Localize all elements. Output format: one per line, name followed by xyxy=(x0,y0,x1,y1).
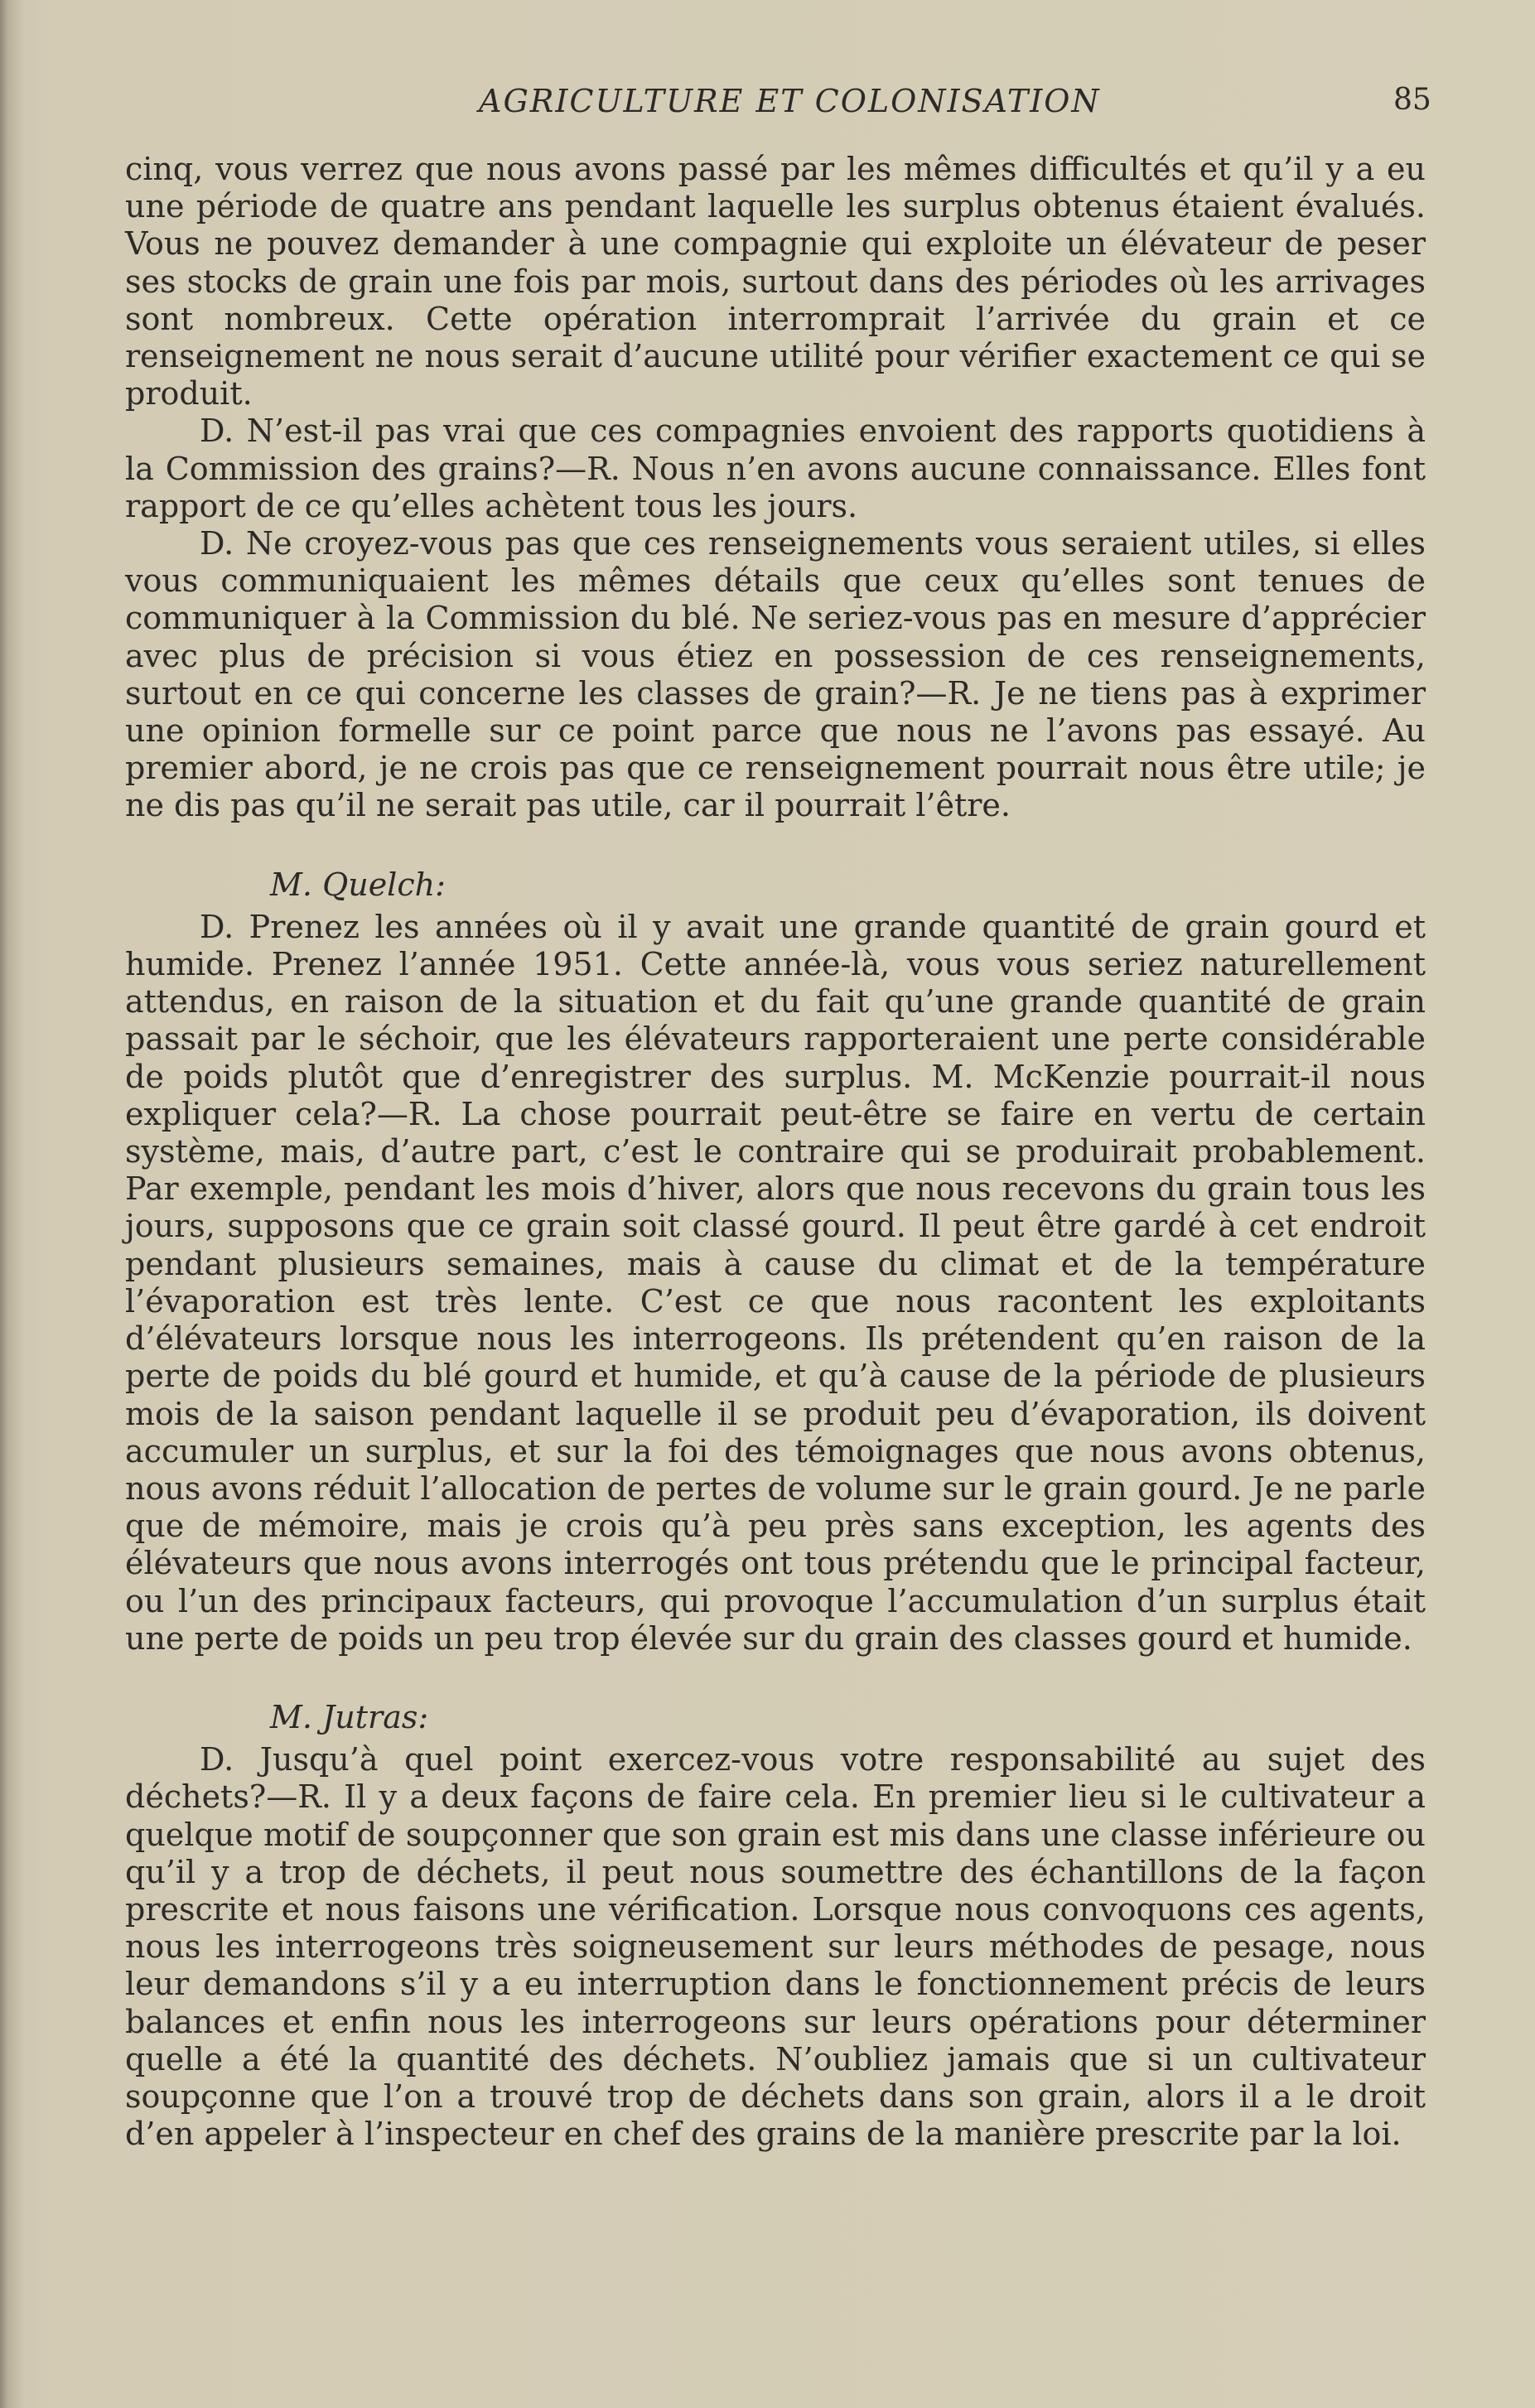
speaker-heading: M. Jutras: xyxy=(270,1698,429,1735)
paragraph: D. Ne croyez-vous pas que ces renseignements vous seraient utiles, si elles vous communiquaient les mêmes détails que ceux qu’elles sont tenues de communiquer à la Commission du blé. Ne seriez-vous pas en mesure d’apprécier avec plus de précision si vous étiez en possession de ces renseignements, surtout en ce qui concerne les classes de grain?—R. Je ne tiens pas à exprimer une opinion formelle sur ce point parce que nous ne l’avons pas essayé. Au premier abord, je ne crois pas que ce renseignement pourrait nous être utile; je ne dis pas qu’il ne serait pas utile, car il pourrait l’être. xyxy=(125,525,1426,824)
body-text xyxy=(125,151,1426,2153)
speaker-heading: M. Quelch: xyxy=(270,866,446,903)
running-title: AGRICULTURE ET COLONISATION xyxy=(479,83,1101,119)
paragraph: cinq, vous verrez que nous avons passé par les mêmes difficultés et qu’il y a eu une période de quatre ans pendant laquelle les surplus obtenus étaient évalués. Vous ne pouvez demander à une compagnie qui exploite un élévateur de peser ses stocks de grain une fois par mois, surtout dans des périodes où les arrivages sont nombreux. Cette opération interromprait l’arrivée du grain et ce renseignement ne nous serait d’aucune utilité pour vérifier exactement ce qui se produit. xyxy=(125,151,1426,413)
page-number: 85 xyxy=(1393,83,1431,117)
paragraph: D. Prenez les années où il y avait une grande quantité de grain gourd et humide. Prenez l’année 1951. Cette année-là, vous vous seriez naturellement attendus, en raison de la situation et du fait qu’une grande quantité de grain passait par le séchoir, que les élévateurs rapporteraient une perte considérable de poids plutôt que d’enregistrer des surplus. M. McKenzie pourrait-il nous expliquer cela?—R. La chose pourrait peut-être se faire en vertu de certain système, mais, d’autre part, c’est le contraire qui se produirait probablement. Par exemple, pendant les mois d’hiver, alors que nous recevons du grain tous les jours, supposons que ce grain soit classé gourd. Il peut être gardé à cet endroit pendant plusieurs semaines, mais à cause du climat et de la température l’évaporation est très lente. C’est ce que nous racontent les exploitants d’élévateurs lorsque nous les interrogeons. Ils prétendent qu’en raison de la perte de poids du blé gourd et humide, et qu’à cause de la période de plusieurs mois de la saison pendant laquelle il se produit peu d’évaporation, ils doivent accumuler un surplus, et sur la foi des témoignages que nous avons obtenus, nous avons réduit l’allocation de pertes de volume sur le grain gourd. Je ne parle que de mémoire, mais je crois qu’à peu près sans exception, les agents des élévateurs que nous avons interrogés ont tous prétendu que le principal facteur, ou l’un des principaux facteurs, qui provoque l’accumulation d’un surplus était une perte de poids un peu trop élevée sur du grain des classes gourd et humide. xyxy=(125,908,1426,1657)
page-header xyxy=(0,76,1535,126)
paragraph: D. Jusqu’à quel point exercez-vous votre responsabilité au sujet des déchets?—R. Il y a deux façons de faire cela. En premier lieu si le cultivateur a quelque motif de soupçonner que son grain est mis dans une classe inférieure ou qu’il y a trop de déchets, il peut nous soumettre des échantillons de la façon prescrite et nous faisons une vérification. Lorsque nous convoquons ces agents, nous les interrogeons très soigneusement sur leurs méthodes de pesage, nous leur demandons s’il y a eu interruption dans le fonctionnement précis de leurs balances et enfin nous les interrogeons sur leurs opérations pour déterminer quelle a été la quantité des déchets. N’oubliez jamais que si un cultivateur soupçonne que l’on a trouvé trop de déchets dans son grain, alors il a le droit d’en appeler à l’inspecteur en chef des grains de la manière prescrite par la loi. xyxy=(125,1741,1426,2153)
paragraph: D. N’est-il pas vrai que ces compagnies envoient des rapports quotidiens à la Commission des grains?—R. Nous n’en avons aucune connaissance. Elles font rapport de ce qu’elles achètent tous les jours. xyxy=(125,413,1426,524)
